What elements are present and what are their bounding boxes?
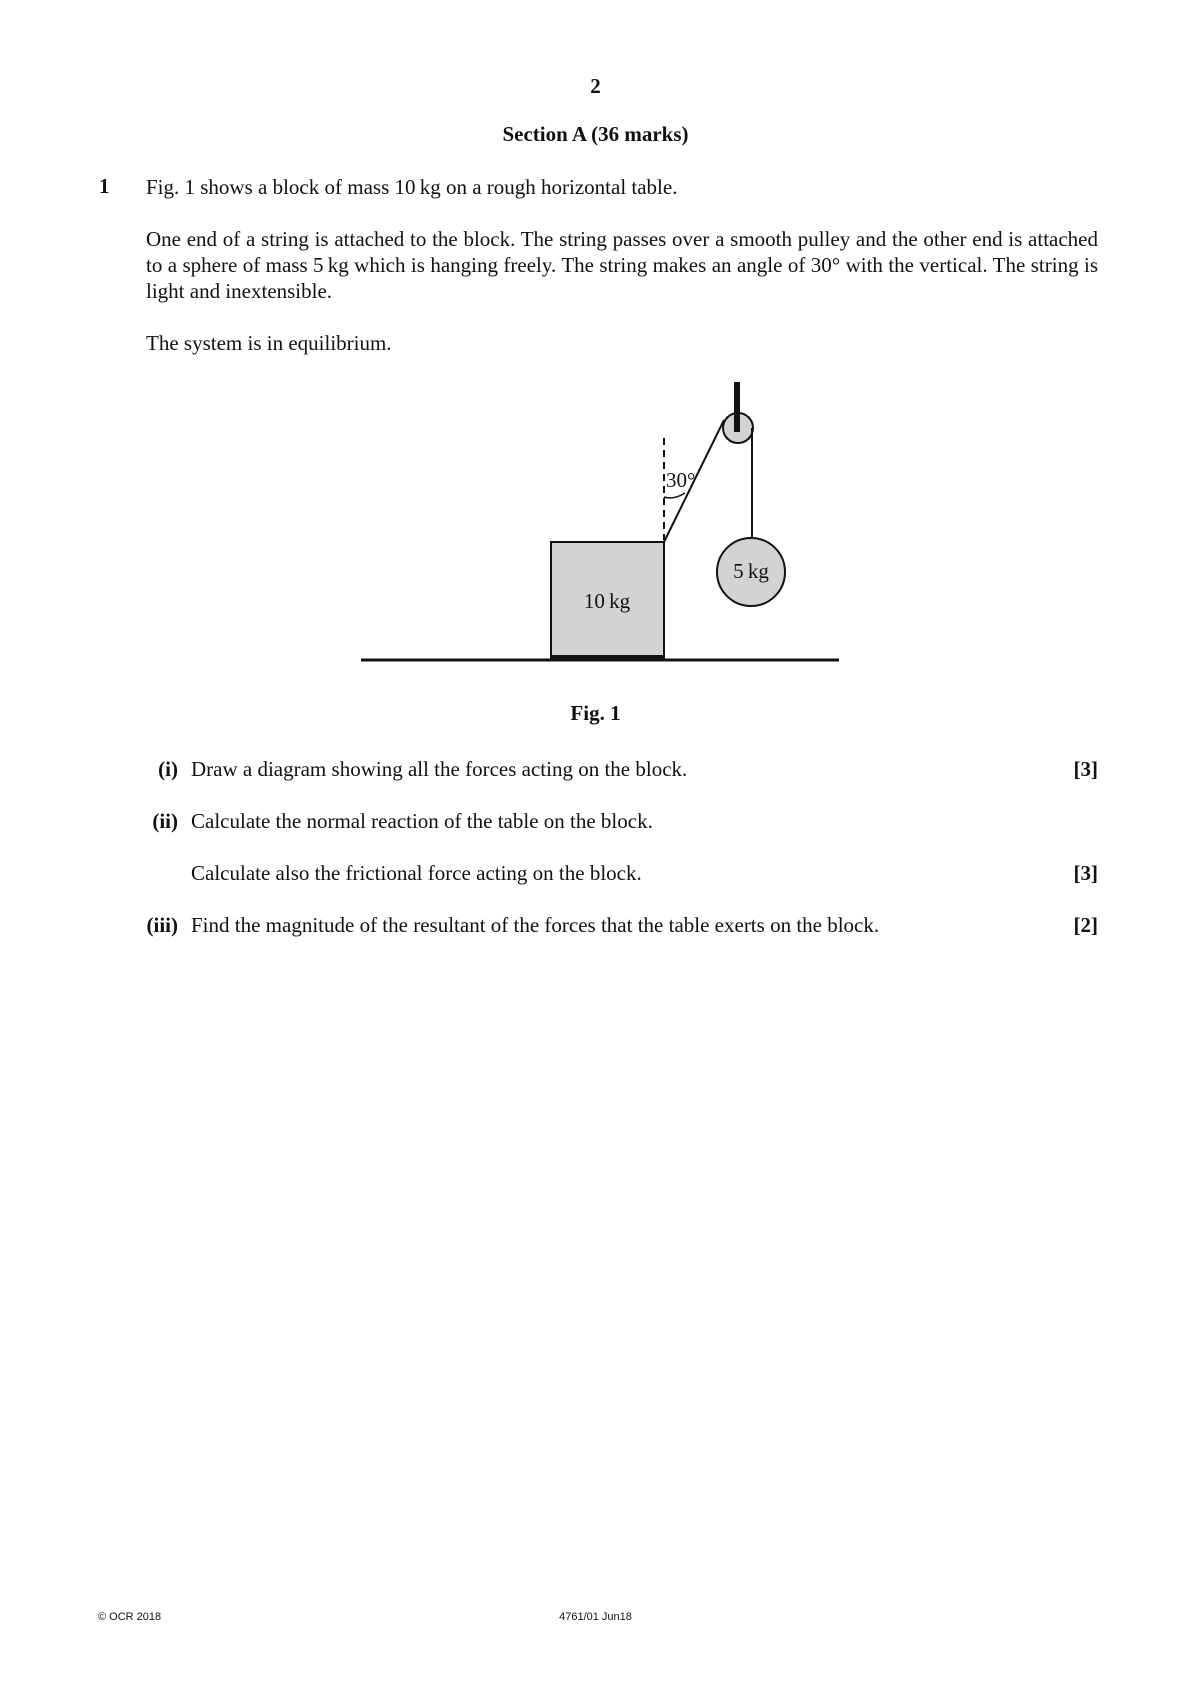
part-text-i: Draw a diagram showing all the forces acting on the block.	[191, 757, 688, 781]
part-text-ii: Calculate the normal reaction of the table on the block.	[191, 809, 653, 833]
footer-copyright: © OCR 2018	[98, 1611, 162, 1623]
part-label-iii: (iii)	[146, 913, 178, 937]
angle-arc	[664, 493, 685, 498]
question-number: 1	[99, 174, 110, 198]
section-title: Section A (36 marks)	[502, 122, 689, 146]
footer-code: 4761/01 Jun18	[559, 1611, 632, 1623]
question-description: One end of a string is attached to the block. The string passes over a smooth pulley and the other end is attached to a sphere of mass 5 kg which is hanging freely. The string makes an angle of 30° with the vertical. The string is light and inextensible.	[146, 227, 1098, 303]
question-intro: Fig. 1 shows a block of mass 10 kg on a rough horizontal table.	[146, 175, 678, 199]
marks-iii: [2]	[1073, 913, 1098, 937]
figure-caption: Fig. 1	[570, 701, 621, 725]
marks-ii: [3]	[1073, 861, 1098, 885]
angle-label: 30°	[666, 468, 696, 492]
part-label-ii: (ii)	[152, 809, 178, 833]
page-number: 2	[590, 74, 601, 98]
part-text-iii: Find the magnitude of the resultant of the forces that the table exerts on the block.	[191, 913, 880, 937]
part-text-ii-continued: Calculate also the frictional force acting on the block.	[191, 861, 642, 885]
sphere-label: 5 kg	[733, 559, 769, 583]
equilibrium-statement: The system is in equilibrium.	[146, 331, 392, 355]
block-label: 10 kg	[583, 589, 631, 613]
part-label-i: (i)	[158, 757, 178, 781]
marks-i: [3]	[1073, 757, 1098, 781]
